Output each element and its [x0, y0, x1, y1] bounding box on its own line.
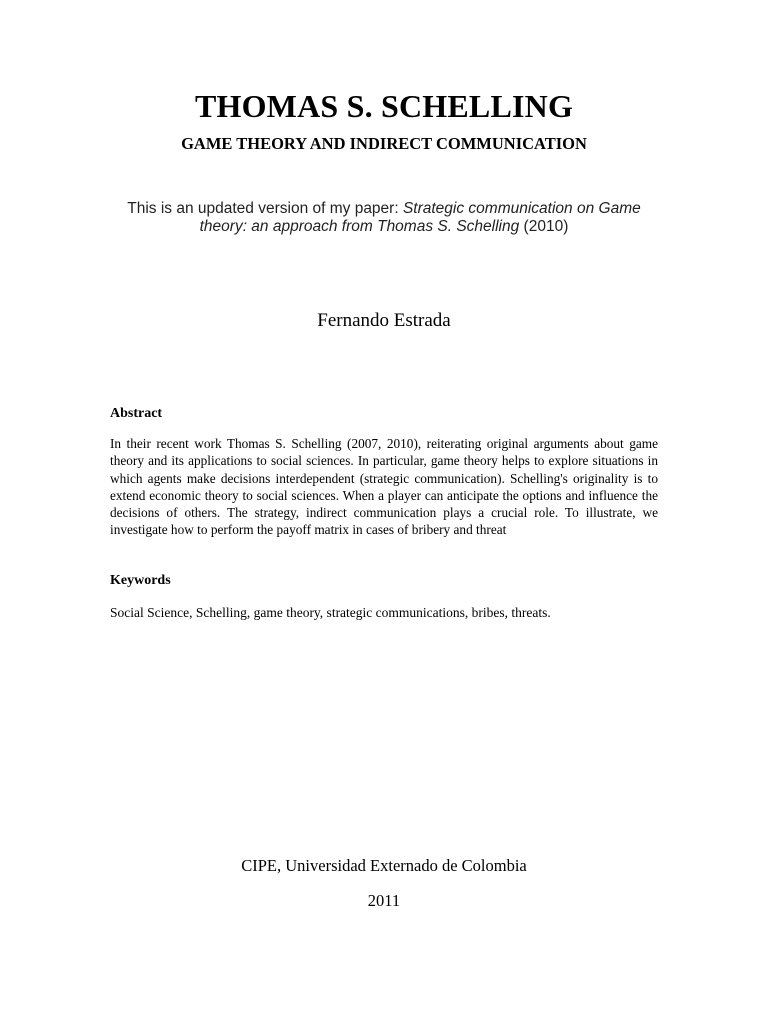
abstract-body: In their recent work Thomas S. Schelling (2007, 2010), reiterating original arguments about game theory and its applications to social sciences. In particular, game theory helps to explore situations in which agents make decisions interdependent (strategic communication). Schelling's originality is to extend economic theory to social sciences. When a player can anticipate the options and influence the decisions of others. The strategy, indirect communication plays a crucial role. To illustrate, we investigate how to perform the payoff matrix in cases of bribery and threat — [110, 436, 658, 538]
version-note-year: (2010) — [519, 218, 569, 235]
keywords-heading: Keywords — [110, 573, 171, 588]
version-note — [110, 200, 658, 236]
paper-subtitle: GAME THEORY AND INDIRECT COMMUNICATION — [181, 134, 587, 153]
author-name: Fernando Estrada — [317, 310, 451, 331]
publication-year: 2011 — [367, 891, 401, 910]
abstract-heading: Abstract — [110, 406, 163, 421]
affiliation: CIPE, Universidad Externado de Colombia — [241, 856, 527, 875]
version-note-prefix: This is an updated version of my paper: — [127, 200, 403, 217]
version-note-original-title: Strategic communication on Game theory: an approach from Thomas S. Schelling — [199, 200, 641, 235]
keywords-body: Social Science, Schelling, game theory, strategic communications, bribes, threats. — [110, 605, 551, 620]
paper-title: THOMAS S. SCHELLING — [194, 88, 574, 124]
